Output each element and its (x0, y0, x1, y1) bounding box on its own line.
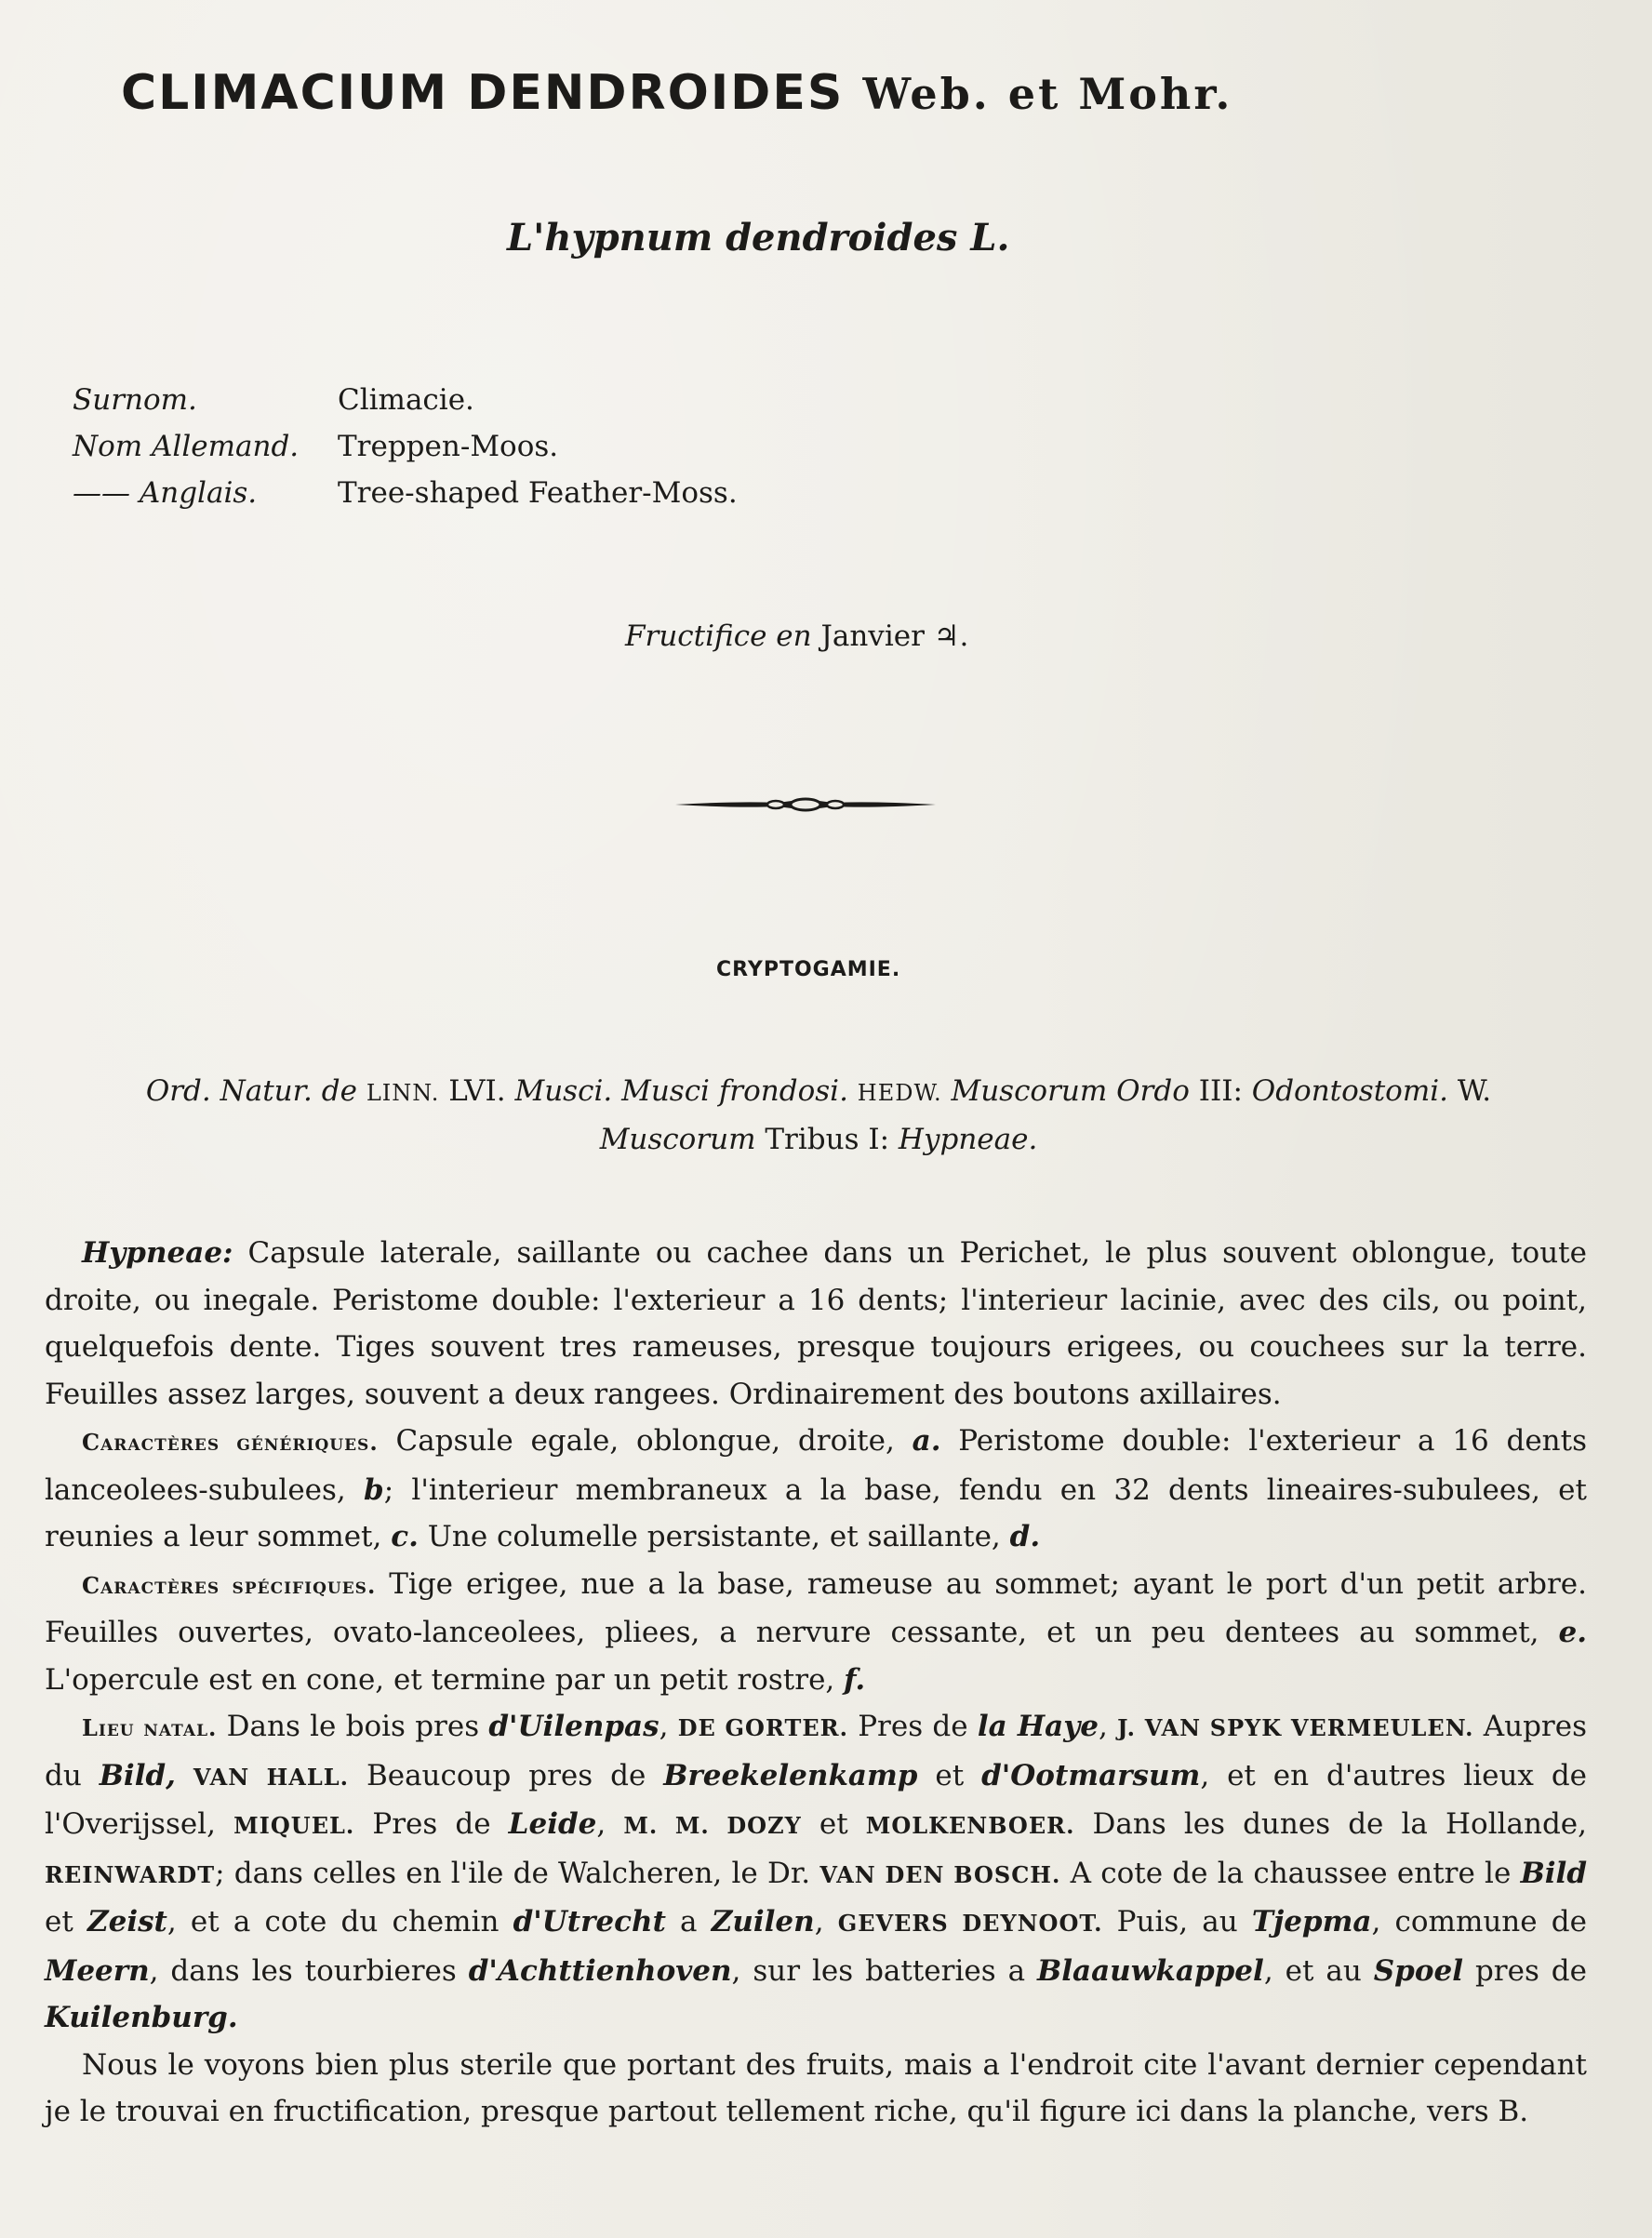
name-value: Climacie. (338, 383, 474, 417)
class-text: III: (1198, 1074, 1243, 1108)
place-name: Meern (45, 1953, 150, 1988)
perennial-symbol: ♃. (933, 619, 969, 653)
paragraph-label: Caractères génériques. (82, 1429, 379, 1456)
paragraph-text: Pres de (354, 1807, 509, 1841)
class-author: LINN. (366, 1080, 440, 1106)
figure-ref: d. (1009, 1520, 1041, 1553)
paragraph-text: , (814, 1905, 838, 1938)
paragraph-text: , commune de (1371, 1905, 1587, 1938)
paragraph-hypneae (45, 1230, 1587, 1418)
paragraph-label: Lieu natal. (82, 1714, 218, 1741)
person-name: VAN DEN BOSCH. (819, 1860, 1061, 1888)
place-name: d'Achttienhoven (468, 1953, 732, 1988)
class-author: HEDW. (857, 1080, 942, 1106)
class-text: Tribus I: (765, 1123, 890, 1156)
paragraph-text: , (1099, 1710, 1118, 1743)
subtitle: L'hypnum dendroides L. (507, 216, 1010, 260)
name-label: —— Anglais. (73, 476, 258, 510)
place-name: Kuilenburg. (45, 2001, 238, 2034)
paragraph-text: Pres de (847, 1710, 978, 1743)
fructification-month: Janvier (820, 619, 925, 653)
title-species: CLIMACIUM DENDROIDES (121, 65, 845, 121)
place-name: Bild (1520, 1856, 1587, 1890)
figure-ref: f. (844, 1662, 866, 1697)
person-name: VAN HALL. (193, 1763, 350, 1791)
name-label: Surnom. (73, 383, 197, 417)
title-author: Web. et Mohr. (862, 69, 1233, 119)
figure-ref: e. (1558, 1616, 1587, 1649)
class-text: Hypneae. (898, 1123, 1038, 1156)
paragraph-text: et (801, 1807, 866, 1841)
class-text: LVI. (448, 1074, 506, 1108)
paragraph-text: Dans les dunes de la Hollande, (1074, 1807, 1588, 1841)
class-text: Muscorum (599, 1123, 756, 1156)
place-name: Leide (508, 1807, 597, 1841)
paragraph-text: ; l'interieur membraneux a la base, fendu en 32 dents lineaires-subulees, et reunies a leur sommet, (45, 1472, 1587, 1553)
fructification-label: Fructifice en (625, 619, 812, 653)
place-name: d'Utrecht (513, 1905, 666, 1938)
name-label: Nom Allemand. (73, 430, 300, 463)
paragraph-text: Capsule egale, oblongue, droite, (378, 1424, 913, 1458)
name-value: Tree-shaped Feather-Moss. (338, 476, 738, 510)
class-text: Ord. Natur. de (145, 1074, 357, 1108)
classification (47, 1068, 1591, 1163)
paragraph-generic (45, 1418, 1587, 1561)
place-name: Bild, (99, 1758, 176, 1792)
person-name: MIQUEL. (233, 1812, 355, 1839)
place-name: d'Ootmarsum (981, 1758, 1201, 1792)
paragraph-text: ; dans celles en l'ile de Walcheren, le Dr. (215, 1856, 820, 1890)
place-name: d'Uilenpas (488, 1710, 659, 1743)
paragraph-text: , (659, 1710, 678, 1743)
place-name: Zuilen (711, 1905, 815, 1938)
person-name: REINWARDT (45, 1860, 216, 1888)
person-name: M. M. DOZY (623, 1812, 802, 1839)
paragraph-text: et (917, 1758, 982, 1792)
person-name: GEVERS DEYNOOT. (837, 1910, 1103, 1937)
person-name: DE GORTER. (677, 1714, 848, 1741)
paragraph-text: Puis, au (1102, 1905, 1252, 1938)
place-name: la Haye (977, 1710, 1099, 1743)
page-title (121, 65, 1232, 121)
place-name: Spoel (1373, 1953, 1463, 1988)
paragraph-label: Caractères spécifiques. (82, 1571, 377, 1599)
fructification-line (625, 619, 968, 653)
paragraph-text: L'opercule est en cone, et termine par un petit rostre, (45, 1662, 845, 1697)
description-body (45, 1230, 1587, 2136)
class-text: Musci. (514, 1074, 613, 1108)
paragraph-text: Tige erigee, nue a la base, rameuse au sommet; ayant le port d'un petit arbre. Feuilles ouvertes, ovato-lanceolees, pliees, a nervure cessante, et un peu dentees au sommet, (45, 1566, 1587, 1649)
paragraph-text: , et au (1263, 1953, 1374, 1988)
figure-ref: c. (391, 1520, 419, 1553)
place-name: Zeist (87, 1905, 167, 1938)
paragraph-text: Peristome double: l'exterieur a 16 dents lanceolees-subulees, (45, 1424, 1587, 1507)
paragraph-closing: Nous le voyons bien plus sterile que portant des fruits, mais a l'endroit cite l'avant dernier cependant je le trouvai en fructification, presque partout tellement riche, qu'il figure ici dans la planche, vers B. (45, 2047, 1587, 2128)
paragraph-text: Beaucoup pres de (349, 1758, 664, 1792)
paragraph-text: , (596, 1807, 624, 1841)
person-name: J. VAN SPYK VERMEULEN. (1117, 1714, 1474, 1741)
paragraph-text: Aupres du (45, 1710, 1588, 1792)
paragraph-label: Hypneae: (82, 1236, 233, 1270)
name-value: Treppen-Moos. (338, 430, 559, 463)
paragraph-text: Capsule laterale, saillante ou cachee dans un Perichet, le plus souvent oblongue, toute droite, ou inegale. Peristome double: l'exterieur a 16 dents; l'interieur lacinie, avec des cils, ou point, quelquefois dente. Tiges souvent tres rameuses, presque toujours erigees, ou couchees sur la terre. Feuilles assez larges, souvent a deux rangees. Ordinairement des boutons axillaires. (45, 1236, 1587, 1411)
place-name: Breekelenkamp (663, 1758, 918, 1792)
paragraph-text: A cote de la chaussee entre le (1060, 1856, 1521, 1890)
ornament-divider (675, 791, 936, 819)
paragraph-specific (45, 1561, 1587, 1704)
place-name: Blaauwkappel (1037, 1953, 1264, 1988)
paragraph-text: pres de (1463, 1953, 1587, 1988)
place-name: Tjepma (1251, 1905, 1372, 1938)
figure-ref: a. (912, 1424, 941, 1458)
paragraph-text: Dans le bois pres (217, 1710, 489, 1743)
class-text: Musci frondosi. (621, 1074, 848, 1108)
section-heading: CRYPTOGAMIE. (716, 958, 901, 981)
paragraph-text (176, 1759, 193, 1792)
class-text: Odontostomi. (1251, 1074, 1448, 1108)
paragraph-lieu (45, 1703, 1587, 2042)
class-text: Muscorum Ordo (951, 1074, 1190, 1108)
paragraph-text: , et en d'autres lieux de l'Overijssel, (45, 1758, 1588, 1841)
paragraph-text: Une columelle persistante, et saillante, (418, 1520, 1010, 1553)
paragraph-text: , sur les batteries a (731, 1953, 1038, 1988)
paragraph-text: a (665, 1905, 712, 1938)
person-name: MOLKENBOER. (865, 1812, 1075, 1839)
figure-ref: b (364, 1472, 384, 1507)
paragraph-text: , dans les tourbieres (149, 1953, 469, 1988)
paragraph-text: , et a cote du chemin (167, 1905, 513, 1938)
class-author: W. (1457, 1074, 1492, 1108)
paragraph-text: et (45, 1905, 87, 1938)
